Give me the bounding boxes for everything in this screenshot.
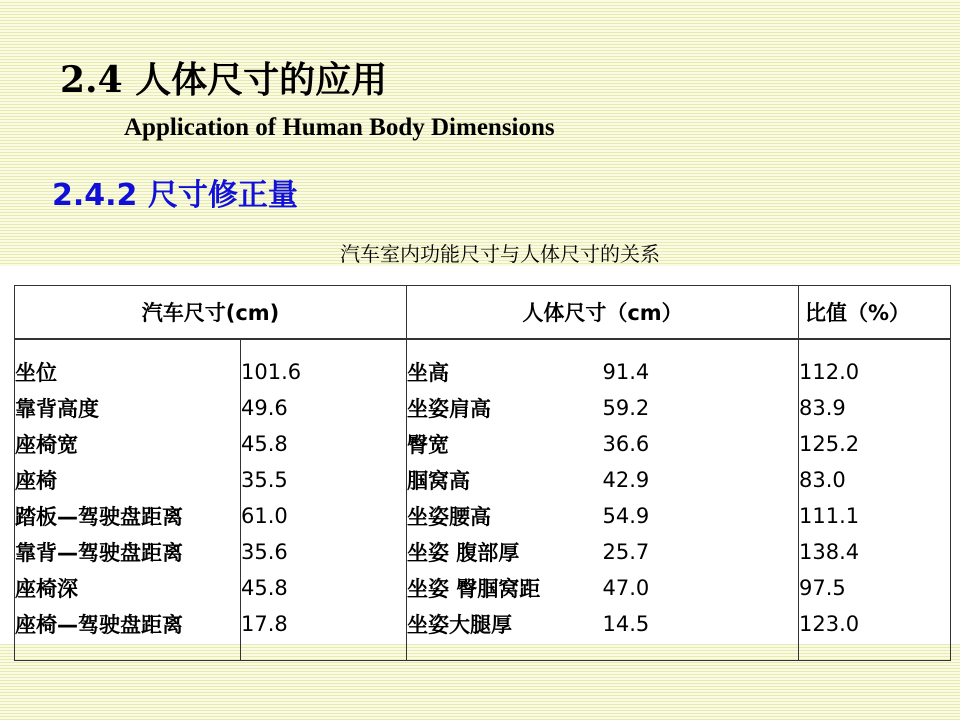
car-dimension-label: 踏板—驾驶盘距离	[15, 498, 241, 534]
ratio-value: 112.0	[799, 339, 951, 390]
body-dimension-label: 坐高	[407, 361, 449, 385]
body-dimension-label: 坐姿 腹部厚	[407, 541, 520, 565]
ratio-value: 83.0	[799, 462, 951, 498]
body-dimension-value: 36.6	[603, 426, 799, 462]
car-dimension-value: 45.8	[241, 570, 407, 606]
car-dimension-value: 101.6	[241, 339, 407, 390]
body-dimension-value: 91.4	[603, 339, 799, 390]
dimensions-table	[14, 285, 951, 661]
table-row	[15, 339, 951, 390]
body-dimension-value: 42.9	[603, 462, 799, 498]
body-dimension-label: 坐姿 臀腘窝距	[407, 577, 541, 601]
car-dimension-value: 35.5	[241, 462, 407, 498]
body-dimension-label: 臀宽	[407, 433, 449, 457]
body-dimension-label: 坐姿肩高	[407, 397, 491, 421]
car-dimension-label: 靠背—驾驶盘距离	[15, 534, 241, 570]
car-dimension-value: 35.6	[241, 534, 407, 570]
table-row	[15, 462, 951, 498]
body-dimension-value: 47.0	[603, 570, 799, 606]
car-dimension-value: 17.8	[241, 606, 407, 661]
ratio-value: 125.2	[799, 426, 951, 462]
body-dimension-value: 25.7	[603, 534, 799, 570]
car-dimension-label: 座椅	[15, 462, 241, 498]
table-row	[15, 390, 951, 426]
ratio-value: 138.4	[799, 534, 951, 570]
car-dimension-label: 座椅深	[15, 570, 241, 606]
table-row	[15, 498, 951, 534]
ratio-value: 97.5	[799, 570, 951, 606]
slide-title: 2.4 人体尺寸的应用	[60, 59, 388, 101]
body-dimension-label: 腘窝高	[407, 469, 470, 493]
ratio-value: 111.1	[799, 498, 951, 534]
table-row	[15, 570, 951, 606]
car-dimension-label: 座椅—驾驶盘距离	[15, 606, 241, 661]
body-dimension-value: 59.2	[603, 390, 799, 426]
table-caption: 汽车室内功能尺寸与人体尺寸的关系	[340, 242, 660, 266]
body-dimension-value: 14.5	[603, 606, 799, 661]
table-header-row	[15, 286, 951, 340]
car-dimension-label: 靠背高度	[15, 390, 241, 426]
table-row	[15, 534, 951, 570]
slide-subtitle: Application of Human Body Dimensions	[124, 114, 555, 141]
body-dimension-value: 54.9	[603, 498, 799, 534]
table-row	[15, 426, 951, 462]
section-heading: 2.4.2 尺寸修正量	[52, 178, 298, 213]
body-dimension-label: 坐姿大腿厚	[407, 606, 603, 661]
header-car-dimension: 汽车尺寸(cm)	[15, 286, 407, 340]
car-dimension-value: 61.0	[241, 498, 407, 534]
car-dimension-label: 座椅宽	[15, 426, 241, 462]
ratio-value: 123.0	[799, 606, 951, 661]
car-dimension-value: 49.6	[241, 390, 407, 426]
table-row	[15, 606, 951, 661]
header-ratio: 比值（%）	[799, 286, 951, 340]
body-dimension-label: 坐姿腰高	[407, 505, 491, 529]
ratio-value: 83.9	[799, 390, 951, 426]
car-dimension-value: 45.8	[241, 426, 407, 462]
header-body-dimension: 人体尺寸（cm）	[407, 286, 799, 340]
car-dimension-label: 坐位	[15, 339, 241, 390]
